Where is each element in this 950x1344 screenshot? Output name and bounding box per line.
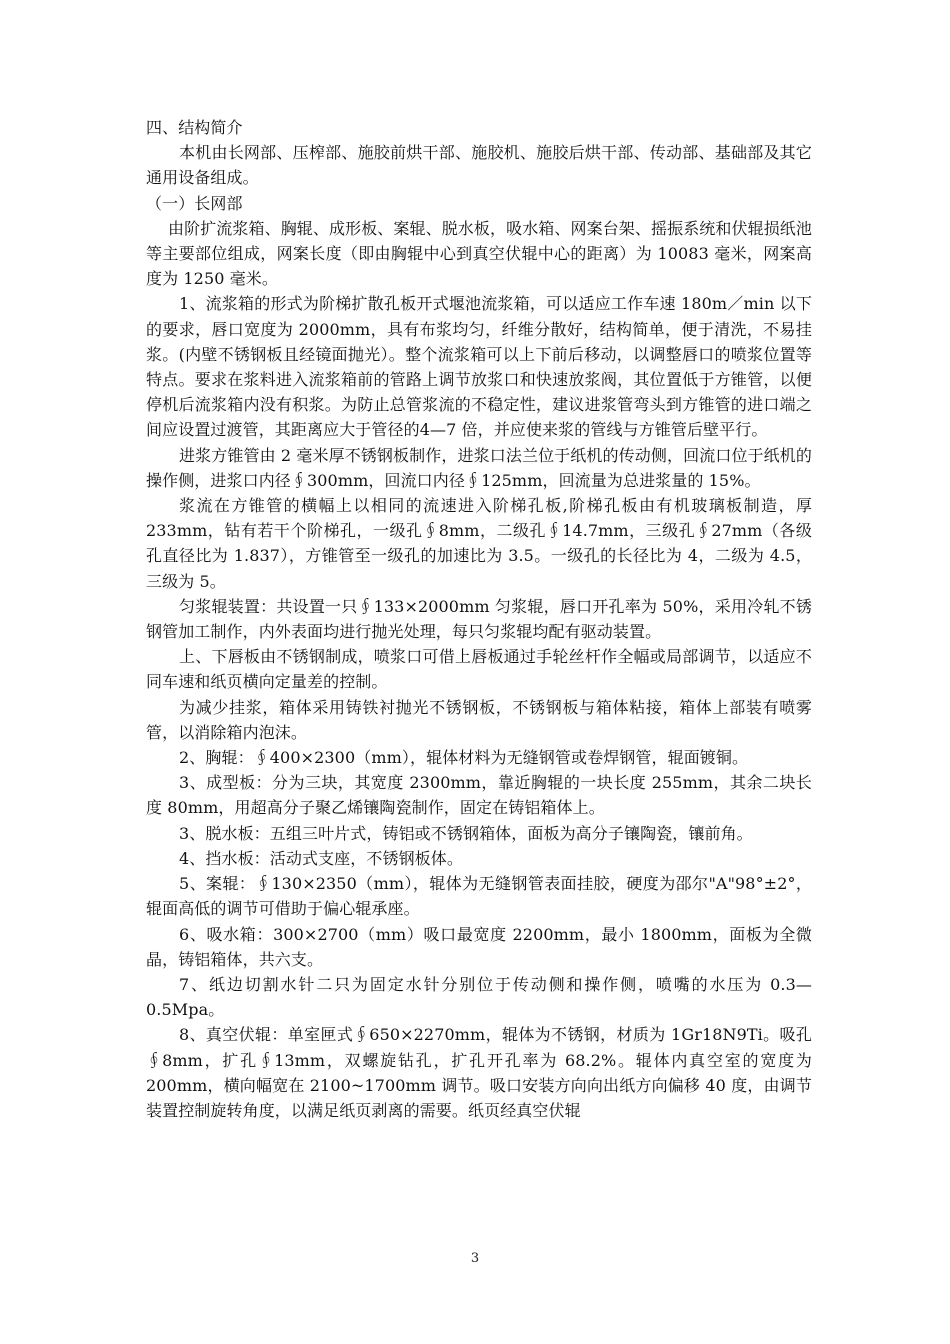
page-number: 3 bbox=[470, 1251, 480, 1266]
subsection-heading: （一）长网部 bbox=[146, 193, 243, 213]
section-heading: 四、结构简介 bbox=[146, 118, 243, 137]
paragraph-edge-trimmers: 7、纸边切割水针二只为固定水针分别位于传动侧和操作侧，喷嘴的水压为 0.3—0.5Mpa。 bbox=[146, 974, 812, 1020]
paragraph-foils: 3、脱水板：五组三叶片式，铸铝或不锈钢箱体，面板为高分子镶陶瓷，镶前角。 bbox=[179, 823, 753, 843]
paragraph-headbox: 1、流浆箱的形式为阶梯扩散孔板开式堰池流浆箱，可以适应工作车速 180m／min 以下的要求，唇口宽度为 2000mm，具有布浆均匀，纤维分散好，结构简单，便于清洗，不易挂浆。(内壁不锈钢板且经镜面抛光）。整个流浆箱可以上下前后移动，以调整唇口的喷浆位置等特点。要求在浆料进入流浆箱前的管路上调节放浆口和快速放浆阀，其位置低于方锥管，以便停机后流浆箱内没有积浆。为防止总管浆流的不稳定性，建议进浆管弯头到方锥管的进口端之间应设置过渡管，其距离应大于管径的4—7 倍，并应使来浆的管线与方锥管后壁平行。 bbox=[146, 294, 812, 440]
paragraph-box-lining: 为减少挂浆，箱体采用铸铁衬抛光不锈钢板，不锈钢板与箱体粘接，箱体上部装有喷雾管，以消除箱内泡沫。 bbox=[146, 697, 812, 742]
paragraph-suction-boxes: 6、吸水箱：300×2700（mm）吸口最宽度 2200mm，最小 1800mm，面板为全微晶，铸铝箱体，共六支。 bbox=[146, 924, 812, 969]
overview-paragraph: 本机由长网部、压榨部、施胶前烘干部、施胶机、施胶后烘干部、传动部、基础部及其它通用设备组成。 bbox=[146, 143, 812, 188]
paragraph-step-tube-bank: 浆流在方锥管的横幅上以相同的流速进入阶梯孔板,阶梯孔板由有机玻璃板制造，厚 233mm，钻有若干个阶梯孔，一级孔∮8mm，二级孔∮14.7mm，三级孔∮27mm（各级孔直径比为 1.837），方锥管至一级孔的加速比为 3.5。一级孔的长径比为 4，二级为 4.5，三级为 5。 bbox=[146, 496, 812, 591]
paragraph-table-rolls: 5、案辊：∮130×2350（mm），辊体为无缝钢管表面挂胶，硬度为邵尔"A"98°±2°，辊面高低的调节可借助于偏心辊承座。 bbox=[146, 874, 812, 919]
paragraph-evener-roll: 匀浆辊装置：共设置一只∮133×2000mm 匀浆辊，唇口开孔率为 50%，采用冷轧不锈钢管加工制作，内外表面均进行抛光处理，每只匀浆辊均配有驱动装置。 bbox=[146, 596, 812, 642]
paragraph-deflector: 4、挡水板：活动式支座，不锈钢板体。 bbox=[179, 848, 463, 868]
paragraph-suction-couch: 8、真空伏辊：单室匣式∮650×2270mm，辊体为不锈钢，材质为 1Gr18N9Ti。吸孔∮8mm，扩孔∮13mm，双螺旋钻孔，扩孔开孔率为 68.2%。辊体内真空室的宽度为 200mm，横向幅宽在 2100~1700mm 调节。吸口安装方向向出纸方向偏移 40 度，由调节装置控制旋转角度，以满足纸页剥离的需要。纸页经真空伏辊 bbox=[146, 1025, 812, 1120]
paragraph-slice-lips: 上、下唇板由不锈钢制成，喷浆口可借上唇板通过手轮丝杆作全幅或局部调节，以适应不同车速和纸页横向定量差的控制。 bbox=[146, 647, 812, 692]
subsection-intro-paragraph: 由阶扩流浆箱、胸辊、成形板、案辊、脱水板，吸水箱、网案台架、摇振系统和伏辊损纸池等主要部位组成，网案长度（即由胸辊中心到真空伏辊中心的距离）为 10083 毫米，网案高度为 1250 毫米。 bbox=[146, 218, 813, 289]
paragraph-forming-board: 3、成型板：分为三块，其宽度 2300mm，靠近胸辊的一块长度 255mm，其余二块长度 80mm，用超高分子聚乙烯镶陶瓷制作，固定在铸铝箱体上。 bbox=[146, 773, 812, 818]
paragraph-inlet-manifold: 进浆方锥管由 2 毫米厚不锈钢板制作，进浆口法兰位于纸机的传动侧，回流口位于纸机的操作侧，进浆口内径∮300mm，回流口内径∮125mm，回流量为总进浆量的 15%。 bbox=[146, 445, 812, 490]
paragraph-breast-roll: 2、胸辊：∮400×2300（mm），辊体材料为无缝钢管或卷焊钢管，辊面镀铜。 bbox=[179, 748, 749, 768]
document-body bbox=[146, 115, 812, 1123]
